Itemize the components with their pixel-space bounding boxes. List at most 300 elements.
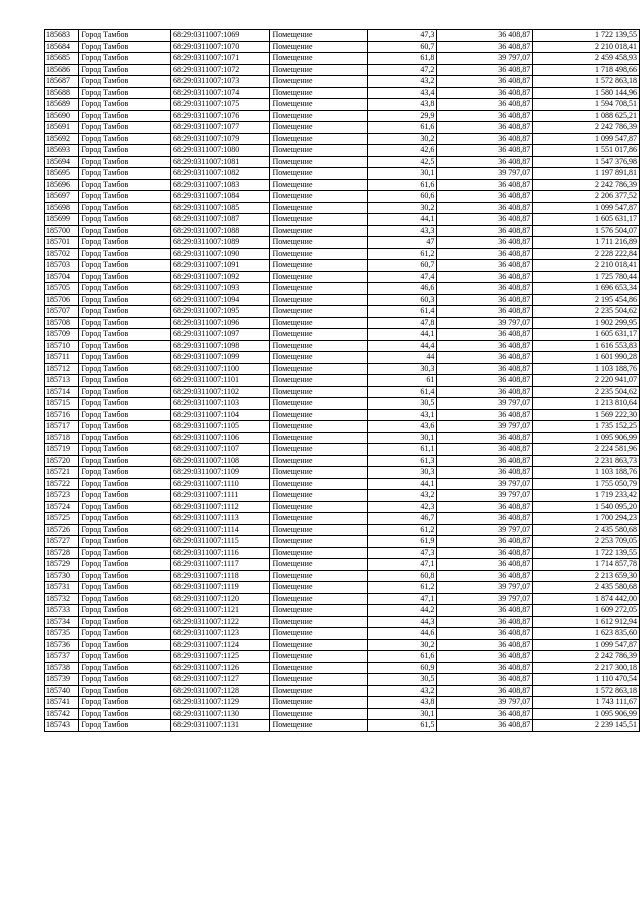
row-number-cell: 185701 [45,237,79,249]
cadastral-number-cell: 68:29:0311007:1130 [170,708,270,720]
table-row [45,547,640,559]
object-type-cell: Помещение [270,122,367,134]
city-cell: Город Тамбов [79,639,171,651]
row-number-cell: 185693 [45,145,79,157]
table-row [45,168,640,180]
row-number-cell: 185731 [45,582,79,594]
row-number-cell: 185727 [45,536,79,548]
row-number-cell: 185708 [45,317,79,329]
row-number-cell: 185737 [45,651,79,663]
cadastral-value-cell: 1 735 152,25 [533,421,640,433]
city-cell: Город Тамбов [79,283,171,295]
cadastral-value-cell: 2 228 222,84 [533,248,640,260]
table-row [45,64,640,76]
cadastral-value-cell: 1 099 547,87 [533,202,640,214]
table-row [45,30,640,42]
cadastral-value-cell: 1 110 470,54 [533,674,640,686]
row-number-cell: 185729 [45,559,79,571]
cadastral-value-cell: 1 103 188,76 [533,467,640,479]
row-number-cell: 185690 [45,110,79,122]
row-number-cell: 185702 [45,248,79,260]
object-type-cell: Помещение [270,697,367,709]
area-cell: 30,5 [367,674,437,686]
specific-value-cell: 36 408,87 [437,559,533,571]
table-row [45,248,640,260]
table-row [45,421,640,433]
table-row [45,202,640,214]
city-cell: Город Тамбов [79,685,171,697]
cadastral-number-cell: 68:29:0311007:1128 [170,685,270,697]
cadastral-number-cell: 68:29:0311007:1121 [170,605,270,617]
table-row [45,524,640,536]
specific-value-cell: 39 797,07 [437,593,533,605]
specific-value-cell: 36 408,87 [437,708,533,720]
cadastral-value-cell: 1 095 906,99 [533,432,640,444]
object-type-cell: Помещение [270,283,367,295]
city-cell: Город Тамбов [79,593,171,605]
row-number-cell: 185722 [45,478,79,490]
specific-value-cell: 36 408,87 [437,156,533,168]
city-cell: Город Тамбов [79,708,171,720]
object-type-cell: Помещение [270,455,367,467]
table-row [45,41,640,53]
row-number-cell: 185704 [45,271,79,283]
cadastral-value-cell: 2 210 018,41 [533,260,640,272]
row-number-cell: 185696 [45,179,79,191]
specific-value-cell: 36 408,87 [437,536,533,548]
table-row [45,110,640,122]
specific-value-cell: 36 408,87 [437,628,533,640]
area-cell: 43,4 [367,87,437,99]
area-cell: 60,7 [367,41,437,53]
object-type-cell: Помещение [270,363,367,375]
specific-value-cell: 36 408,87 [437,674,533,686]
row-number-cell: 185719 [45,444,79,456]
area-cell: 30,5 [367,398,437,410]
object-type-cell: Помещение [270,87,367,99]
table-row [45,133,640,145]
table-row [45,697,640,709]
area-cell: 61,6 [367,651,437,663]
specific-value-cell: 36 408,87 [437,76,533,88]
area-cell: 61,4 [367,306,437,318]
object-type-cell: Помещение [270,570,367,582]
city-cell: Город Тамбов [79,214,171,226]
cadastral-value-cell: 1 711 216,89 [533,237,640,249]
cadastral-number-cell: 68:29:0311007:1109 [170,467,270,479]
object-type-cell: Помещение [270,168,367,180]
row-number-cell: 185709 [45,329,79,341]
specific-value-cell: 36 408,87 [437,651,533,663]
row-number-cell: 185723 [45,490,79,502]
row-number-cell: 185691 [45,122,79,134]
table-row [45,444,640,456]
cadastral-value-cell: 1 718 498,66 [533,64,640,76]
cadastral-number-cell: 68:29:0311007:1073 [170,76,270,88]
city-cell: Город Тамбов [79,156,171,168]
table-row [45,306,640,318]
table-row [45,329,640,341]
row-number-cell: 185703 [45,260,79,272]
area-cell: 47 [367,237,437,249]
city-cell: Город Тамбов [79,616,171,628]
cadastral-number-cell: 68:29:0311007:1071 [170,53,270,65]
area-cell: 44,1 [367,329,437,341]
cadastral-value-cell: 2 206 377,52 [533,191,640,203]
area-cell: 61,8 [367,53,437,65]
object-type-cell: Помещение [270,386,367,398]
table-row [45,720,640,732]
table-row [45,570,640,582]
area-cell: 30,3 [367,467,437,479]
specific-value-cell: 39 797,07 [437,317,533,329]
area-cell: 60,6 [367,191,437,203]
city-cell: Город Тамбов [79,697,171,709]
cadastral-number-cell: 68:29:0311007:1096 [170,317,270,329]
object-type-cell: Помещение [270,536,367,548]
specific-value-cell: 39 797,07 [437,168,533,180]
city-cell: Город Тамбов [79,605,171,617]
area-cell: 29,9 [367,110,437,122]
object-type-cell: Помещение [270,64,367,76]
row-number-cell: 185699 [45,214,79,226]
table-row [45,605,640,617]
table-row [45,662,640,674]
cadastral-number-cell: 68:29:0311007:1069 [170,30,270,42]
cadastral-value-cell: 1 576 504,07 [533,225,640,237]
object-type-cell: Помещение [270,628,367,640]
cadastral-value-cell: 1 103 188,76 [533,363,640,375]
area-cell: 43,6 [367,421,437,433]
table-row [45,593,640,605]
city-cell: Город Тамбов [79,352,171,364]
specific-value-cell: 36 408,87 [437,179,533,191]
cadastral-value-cell: 1 623 835,60 [533,628,640,640]
row-number-cell: 185736 [45,639,79,651]
cadastral-number-cell: 68:29:0311007:1127 [170,674,270,686]
cadastral-value-cell: 1 547 376,98 [533,156,640,168]
area-cell: 61,2 [367,582,437,594]
area-cell: 30,2 [367,133,437,145]
specific-value-cell: 36 408,87 [437,444,533,456]
cadastral-value-cell: 2 213 659,30 [533,570,640,582]
cadastral-value-cell: 1 605 631,17 [533,214,640,226]
specific-value-cell: 36 408,87 [437,30,533,42]
area-cell: 60,7 [367,260,437,272]
specific-value-cell: 36 408,87 [437,720,533,732]
row-number-cell: 185692 [45,133,79,145]
cadastral-number-cell: 68:29:0311007:1084 [170,191,270,203]
specific-value-cell: 36 408,87 [437,639,533,651]
row-number-cell: 185738 [45,662,79,674]
cadastral-value-cell: 1 099 547,87 [533,133,640,145]
row-number-cell: 185686 [45,64,79,76]
area-cell: 61,3 [367,455,437,467]
cadastral-value-cell: 2 435 580,68 [533,582,640,594]
city-cell: Город Тамбов [79,720,171,732]
city-cell: Город Тамбов [79,294,171,306]
area-cell: 43,8 [367,697,437,709]
cadastral-value-cell: 2 231 863,73 [533,455,640,467]
table-row [45,582,640,594]
cadastral-number-cell: 68:29:0311007:1085 [170,202,270,214]
cadastral-value-cell: 1 213 810,64 [533,398,640,410]
cadastral-number-cell: 68:29:0311007:1129 [170,697,270,709]
object-type-cell: Помещение [270,375,367,387]
specific-value-cell: 36 408,87 [437,605,533,617]
cadastral-value-cell: 2 435 580,68 [533,524,640,536]
city-cell: Город Тамбов [79,421,171,433]
row-number-cell: 185713 [45,375,79,387]
specific-value-cell: 36 408,87 [437,202,533,214]
specific-value-cell: 36 408,87 [437,501,533,513]
table-row [45,559,640,571]
row-number-cell: 185718 [45,432,79,444]
cadastral-value-cell: 1 095 906,99 [533,708,640,720]
cadastral-number-cell: 68:29:0311007:1104 [170,409,270,421]
table-row [45,455,640,467]
object-type-cell: Помещение [270,145,367,157]
cadastral-value-cell: 1 719 233,42 [533,490,640,502]
object-type-cell: Помещение [270,639,367,651]
cadastral-number-cell: 68:29:0311007:1079 [170,133,270,145]
row-number-cell: 185684 [45,41,79,53]
object-type-cell: Помещение [270,53,367,65]
table-row [45,490,640,502]
area-cell: 61,9 [367,536,437,548]
specific-value-cell: 36 408,87 [437,260,533,272]
city-cell: Город Тамбов [79,398,171,410]
area-cell: 47,3 [367,547,437,559]
cadastral-number-cell: 68:29:0311007:1077 [170,122,270,134]
city-cell: Город Тамбов [79,467,171,479]
table-row [45,317,640,329]
specific-value-cell: 36 408,87 [437,225,533,237]
row-number-cell: 185720 [45,455,79,467]
area-cell: 42,5 [367,156,437,168]
cadastral-number-cell: 68:29:0311007:1103 [170,398,270,410]
object-type-cell: Помещение [270,340,367,352]
object-type-cell: Помещение [270,685,367,697]
city-cell: Город Тамбов [79,145,171,157]
table-row [45,271,640,283]
row-number-cell: 185741 [45,697,79,709]
cadastral-value-cell: 2 235 504,62 [533,306,640,318]
row-number-cell: 185700 [45,225,79,237]
specific-value-cell: 36 408,87 [437,685,533,697]
table-row [45,237,640,249]
cadastral-number-cell: 68:29:0311007:1107 [170,444,270,456]
cadastral-value-cell: 2 195 454,86 [533,294,640,306]
city-cell: Город Тамбов [79,559,171,571]
area-cell: 61,6 [367,122,437,134]
cadastral-number-cell: 68:29:0311007:1116 [170,547,270,559]
area-cell: 61 [367,375,437,387]
city-cell: Город Тамбов [79,524,171,536]
cadastral-number-cell: 68:29:0311007:1088 [170,225,270,237]
row-number-cell: 185728 [45,547,79,559]
cadastral-number-cell: 68:29:0311007:1114 [170,524,270,536]
table-row [45,375,640,387]
row-number-cell: 185687 [45,76,79,88]
row-number-cell: 185715 [45,398,79,410]
row-number-cell: 185683 [45,30,79,42]
cadastral-number-cell: 68:29:0311007:1082 [170,168,270,180]
city-cell: Город Тамбов [79,76,171,88]
cadastral-value-cell: 1 594 708,51 [533,99,640,111]
cadastral-value-cell: 1 551 017,86 [533,145,640,157]
cadastral-number-cell: 68:29:0311007:1118 [170,570,270,582]
cadastral-value-cell: 1 197 891,81 [533,168,640,180]
object-type-cell: Помещение [270,582,367,594]
cadastral-number-cell: 68:29:0311007:1101 [170,375,270,387]
table-row [45,501,640,513]
area-cell: 47,8 [367,317,437,329]
area-cell: 42,3 [367,501,437,513]
cadastral-value-cell: 2 242 786,39 [533,651,640,663]
table-row [45,386,640,398]
city-cell: Город Тамбов [79,202,171,214]
specific-value-cell: 36 408,87 [437,570,533,582]
table-row [45,616,640,628]
city-cell: Город Тамбов [79,340,171,352]
cadastral-value-cell: 1 609 272,05 [533,605,640,617]
city-cell: Город Тамбов [79,628,171,640]
cadastral-number-cell: 68:29:0311007:1099 [170,352,270,364]
area-cell: 44,3 [367,616,437,628]
city-cell: Город Тамбов [79,260,171,272]
cadastral-value-cell: 1 696 653,34 [533,283,640,295]
cadastral-value-cell: 1 722 139,55 [533,30,640,42]
area-cell: 61,1 [367,444,437,456]
city-cell: Город Тамбов [79,41,171,53]
specific-value-cell: 36 408,87 [437,329,533,341]
area-cell: 42,6 [367,145,437,157]
table-row [45,467,640,479]
row-number-cell: 185685 [45,53,79,65]
city-cell: Город Тамбов [79,225,171,237]
specific-value-cell: 39 797,07 [437,490,533,502]
city-cell: Город Тамбов [79,455,171,467]
cadastral-number-cell: 68:29:0311007:1083 [170,179,270,191]
object-type-cell: Помещение [270,352,367,364]
cadastral-number-cell: 68:29:0311007:1098 [170,340,270,352]
city-cell: Город Тамбов [79,363,171,375]
city-cell: Город Тамбов [79,99,171,111]
city-cell: Город Тамбов [79,375,171,387]
object-type-cell: Помещение [270,237,367,249]
area-cell: 43,2 [367,76,437,88]
cadastral-number-cell: 68:29:0311007:1123 [170,628,270,640]
row-number-cell: 185705 [45,283,79,295]
row-number-cell: 185716 [45,409,79,421]
city-cell: Город Тамбов [79,662,171,674]
table-row [45,53,640,65]
area-cell: 43,1 [367,409,437,421]
city-cell: Город Тамбов [79,179,171,191]
row-number-cell: 185694 [45,156,79,168]
city-cell: Город Тамбов [79,501,171,513]
area-cell: 44,1 [367,214,437,226]
cadastral-number-cell: 68:29:0311007:1070 [170,41,270,53]
row-number-cell: 185734 [45,616,79,628]
row-number-cell: 185707 [45,306,79,318]
table-row [45,398,640,410]
cadastral-number-cell: 68:29:0311007:1119 [170,582,270,594]
cadastral-value-cell: 1 099 547,87 [533,639,640,651]
table-row [45,156,640,168]
table-row [45,214,640,226]
row-number-cell: 185711 [45,352,79,364]
cadastral-value-cell: 2 217 300,18 [533,662,640,674]
specific-value-cell: 36 408,87 [437,41,533,53]
object-type-cell: Помещение [270,110,367,122]
table-row [45,639,640,651]
specific-value-cell: 36 408,87 [437,237,533,249]
area-cell: 30,2 [367,202,437,214]
cadastral-number-cell: 68:29:0311007:1100 [170,363,270,375]
area-cell: 47,2 [367,64,437,76]
row-number-cell: 185689 [45,99,79,111]
area-cell: 46,7 [367,513,437,525]
city-cell: Город Тамбов [79,547,171,559]
city-cell: Город Тамбов [79,133,171,145]
row-number-cell: 185733 [45,605,79,617]
specific-value-cell: 36 408,87 [437,455,533,467]
object-type-cell: Помещение [270,306,367,318]
object-type-cell: Помещение [270,214,367,226]
area-cell: 44 [367,352,437,364]
city-cell: Город Тамбов [79,570,171,582]
specific-value-cell: 36 408,87 [437,64,533,76]
specific-value-cell: 36 408,87 [437,191,533,203]
specific-value-cell: 39 797,07 [437,398,533,410]
area-cell: 43,8 [367,99,437,111]
object-type-cell: Помещение [270,329,367,341]
row-number-cell: 185712 [45,363,79,375]
cadastral-value-cell: 2 242 786,39 [533,179,640,191]
cadastral-value-cell: 2 242 786,39 [533,122,640,134]
object-type-cell: Помещение [270,41,367,53]
specific-value-cell: 36 408,87 [437,145,533,157]
row-number-cell: 185742 [45,708,79,720]
specific-value-cell: 39 797,07 [437,478,533,490]
cadastral-value-cell: 2 224 581,96 [533,444,640,456]
cadastral-value-cell: 1 722 139,55 [533,547,640,559]
specific-value-cell: 36 408,87 [437,547,533,559]
object-type-cell: Помещение [270,651,367,663]
cadastral-value-cell: 2 239 145,51 [533,720,640,732]
cadastral-number-cell: 68:29:0311007:1120 [170,593,270,605]
area-cell: 43,2 [367,490,437,502]
cadastral-value-cell: 1 540 095,20 [533,501,640,513]
cadastral-number-cell: 68:29:0311007:1125 [170,651,270,663]
specific-value-cell: 36 408,87 [437,214,533,226]
cadastral-number-cell: 68:29:0311007:1126 [170,662,270,674]
table-row [45,708,640,720]
area-cell: 44,6 [367,628,437,640]
table-row [45,179,640,191]
table-row [45,674,640,686]
cadastral-value-cell: 2 253 709,05 [533,536,640,548]
object-type-cell: Помещение [270,248,367,260]
row-number-cell: 185735 [45,628,79,640]
city-cell: Город Тамбов [79,317,171,329]
object-type-cell: Помещение [270,662,367,674]
cadastral-number-cell: 68:29:0311007:1110 [170,478,270,490]
row-number-cell: 185743 [45,720,79,732]
specific-value-cell: 39 797,07 [437,53,533,65]
